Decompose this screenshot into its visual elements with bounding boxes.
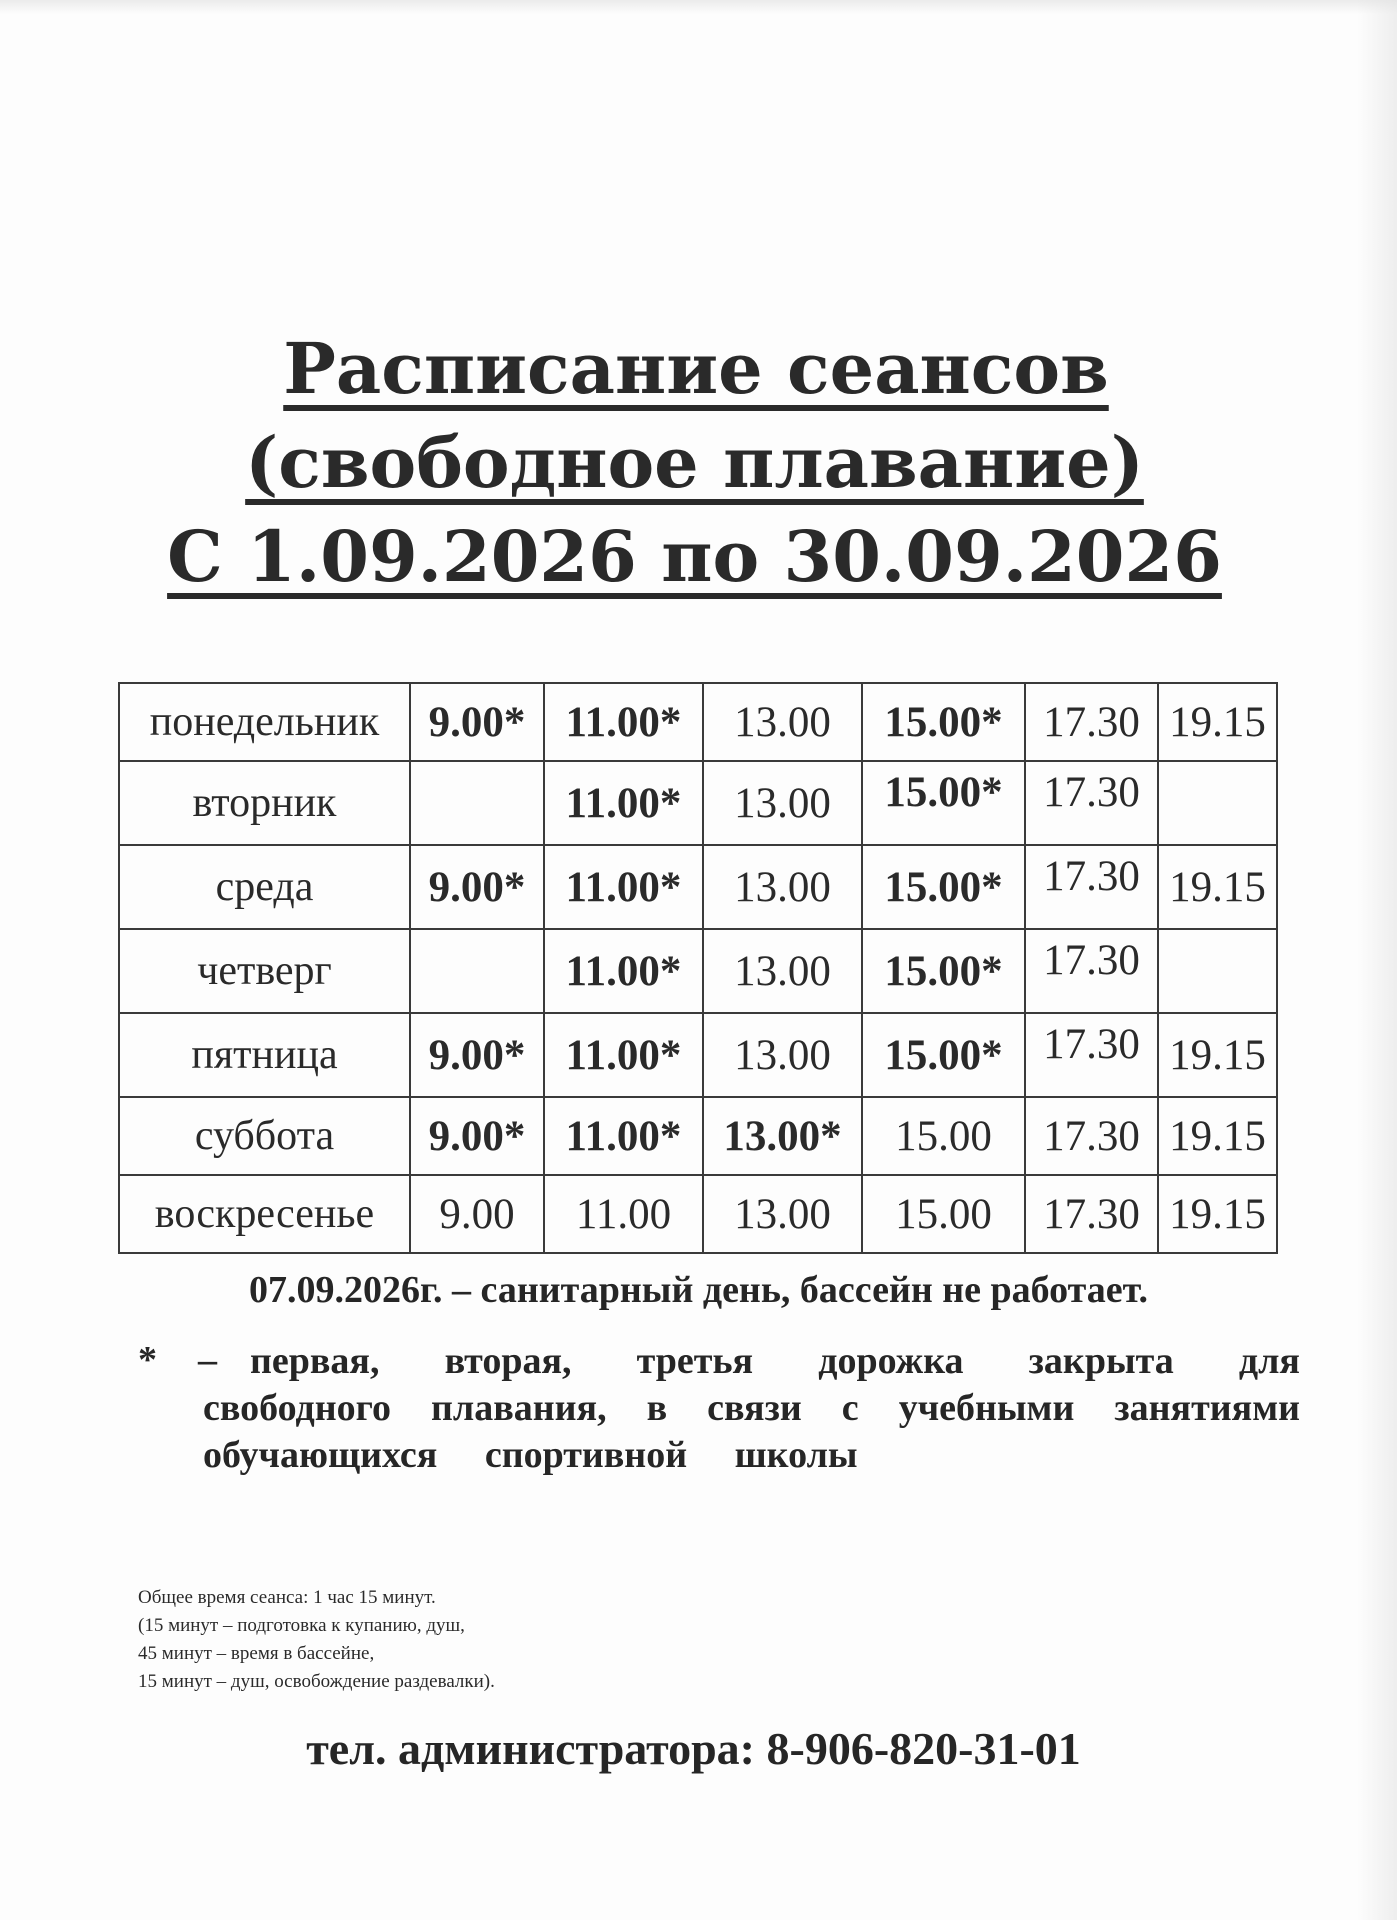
session-info bbox=[138, 1584, 495, 1696]
admin-phone-text: тел. администратора: 8-906-820-31-01 bbox=[306, 1723, 1081, 1774]
day-cell: воскресенье bbox=[119, 1175, 410, 1253]
table-row bbox=[119, 1175, 1277, 1253]
footnote-star: * bbox=[138, 1339, 157, 1381]
time-cell: 15.00* bbox=[862, 761, 1025, 845]
time-cell: 9.00* bbox=[410, 683, 544, 761]
scan-top-edge bbox=[0, 0, 1397, 14]
scan-right-edge bbox=[1357, 0, 1397, 1920]
time-cell: 15.00 bbox=[862, 1175, 1025, 1253]
admin-phone bbox=[0, 1722, 1397, 1775]
table-row bbox=[119, 761, 1277, 845]
time-cell: 11.00* bbox=[544, 845, 703, 929]
time-cell: 15.00* bbox=[862, 1013, 1025, 1097]
session-info-line-4: 15 минут – душ, освобождение раздевалки). bbox=[138, 1671, 495, 1692]
time-cell: 11.00* bbox=[544, 929, 703, 1013]
footnote-text bbox=[203, 1338, 1300, 1479]
day-cell: вторник bbox=[119, 761, 410, 845]
time-cell: 17.30 bbox=[1025, 845, 1158, 929]
time-cell: 9.00* bbox=[410, 845, 544, 929]
time-cell: 15.00* bbox=[862, 683, 1025, 761]
title-line-2-text: (свободное плавание) bbox=[245, 421, 1144, 504]
day-cell: четверг bbox=[119, 929, 410, 1013]
table-row bbox=[119, 683, 1277, 761]
time-cell: 11.00* bbox=[544, 761, 703, 845]
time-cell: 9.00* bbox=[410, 1013, 544, 1097]
time-cell: 17.30 bbox=[1025, 1013, 1158, 1097]
title-line-1-text: Расписание сеансов bbox=[283, 327, 1109, 410]
page-title bbox=[0, 322, 1397, 604]
time-cell: 13.00 bbox=[703, 929, 862, 1013]
time-cell: 13.00 bbox=[703, 845, 862, 929]
session-info-line-3: 45 минут – время в бассейне, bbox=[138, 1643, 375, 1664]
time-cell: 11.00* bbox=[544, 683, 703, 761]
time-cell: 13.00 bbox=[703, 1175, 862, 1253]
time-cell: 19.15 bbox=[1158, 1175, 1277, 1253]
time-cell: 11.00 bbox=[544, 1175, 703, 1253]
time-cell: 13.00* bbox=[703, 1097, 862, 1175]
footnote-line-2: свободного плавания, в связи с учебными занятиями bbox=[203, 1387, 1300, 1429]
table-row bbox=[119, 845, 1277, 929]
time-cell: 15.00* bbox=[862, 929, 1025, 1013]
time-cell: 19.15 bbox=[1158, 683, 1277, 761]
title-line-3-text: С 1.09.2026 по 30.09.2026 bbox=[167, 515, 1222, 598]
session-info-line-1: Общее время сеанса: 1 час 15 минут. bbox=[138, 1587, 436, 1608]
time-cell bbox=[1158, 761, 1277, 845]
time-cell: 11.00* bbox=[544, 1013, 703, 1097]
day-cell: пятница bbox=[119, 1013, 410, 1097]
time-cell bbox=[410, 929, 544, 1013]
time-cell: 17.30 bbox=[1025, 683, 1158, 761]
time-cell: 17.30 bbox=[1025, 761, 1158, 845]
time-cell: 13.00 bbox=[703, 1013, 862, 1097]
time-cell bbox=[410, 761, 544, 845]
time-cell: 9.00* bbox=[410, 1097, 544, 1175]
time-cell: 13.00 bbox=[703, 761, 862, 845]
time-cell: 11.00* bbox=[544, 1097, 703, 1175]
time-cell: 17.30 bbox=[1025, 929, 1158, 1013]
time-cell: 17.30 bbox=[1025, 1097, 1158, 1175]
time-cell: 17.30 bbox=[1025, 1175, 1158, 1253]
sanitary-day-notice: 07.09.2026г. – санитарный день, бассейн не работает. bbox=[249, 1269, 1148, 1311]
time-cell: 15.00* bbox=[862, 845, 1025, 929]
time-cell: 19.15 bbox=[1158, 1097, 1277, 1175]
title-line-3 bbox=[0, 510, 1397, 604]
footnote-line-1: первая, вторая, третья дорожка закрыта для bbox=[250, 1340, 1300, 1382]
time-cell: 19.15 bbox=[1158, 845, 1277, 929]
time-cell bbox=[1158, 929, 1277, 1013]
day-cell: суббота bbox=[119, 1097, 410, 1175]
footnote-dash: – bbox=[198, 1339, 217, 1381]
session-info-line-2: (15 минут – подготовка к купанию, душ, bbox=[138, 1615, 465, 1636]
time-cell: 19.15 bbox=[1158, 1013, 1277, 1097]
time-cell: 9.00 bbox=[410, 1175, 544, 1253]
footnote-line-3: обучающихся спортивной школы bbox=[203, 1434, 858, 1476]
table-row bbox=[119, 1097, 1277, 1175]
time-cell: 13.00 bbox=[703, 683, 862, 761]
title-line-1 bbox=[0, 322, 1397, 416]
table-row bbox=[119, 929, 1277, 1013]
time-cell: 15.00 bbox=[862, 1097, 1025, 1175]
schedule-table bbox=[118, 682, 1278, 1254]
day-cell: среда bbox=[119, 845, 410, 929]
day-cell: понедельник bbox=[119, 683, 410, 761]
title-line-2 bbox=[0, 416, 1397, 510]
table-row bbox=[119, 1013, 1277, 1097]
